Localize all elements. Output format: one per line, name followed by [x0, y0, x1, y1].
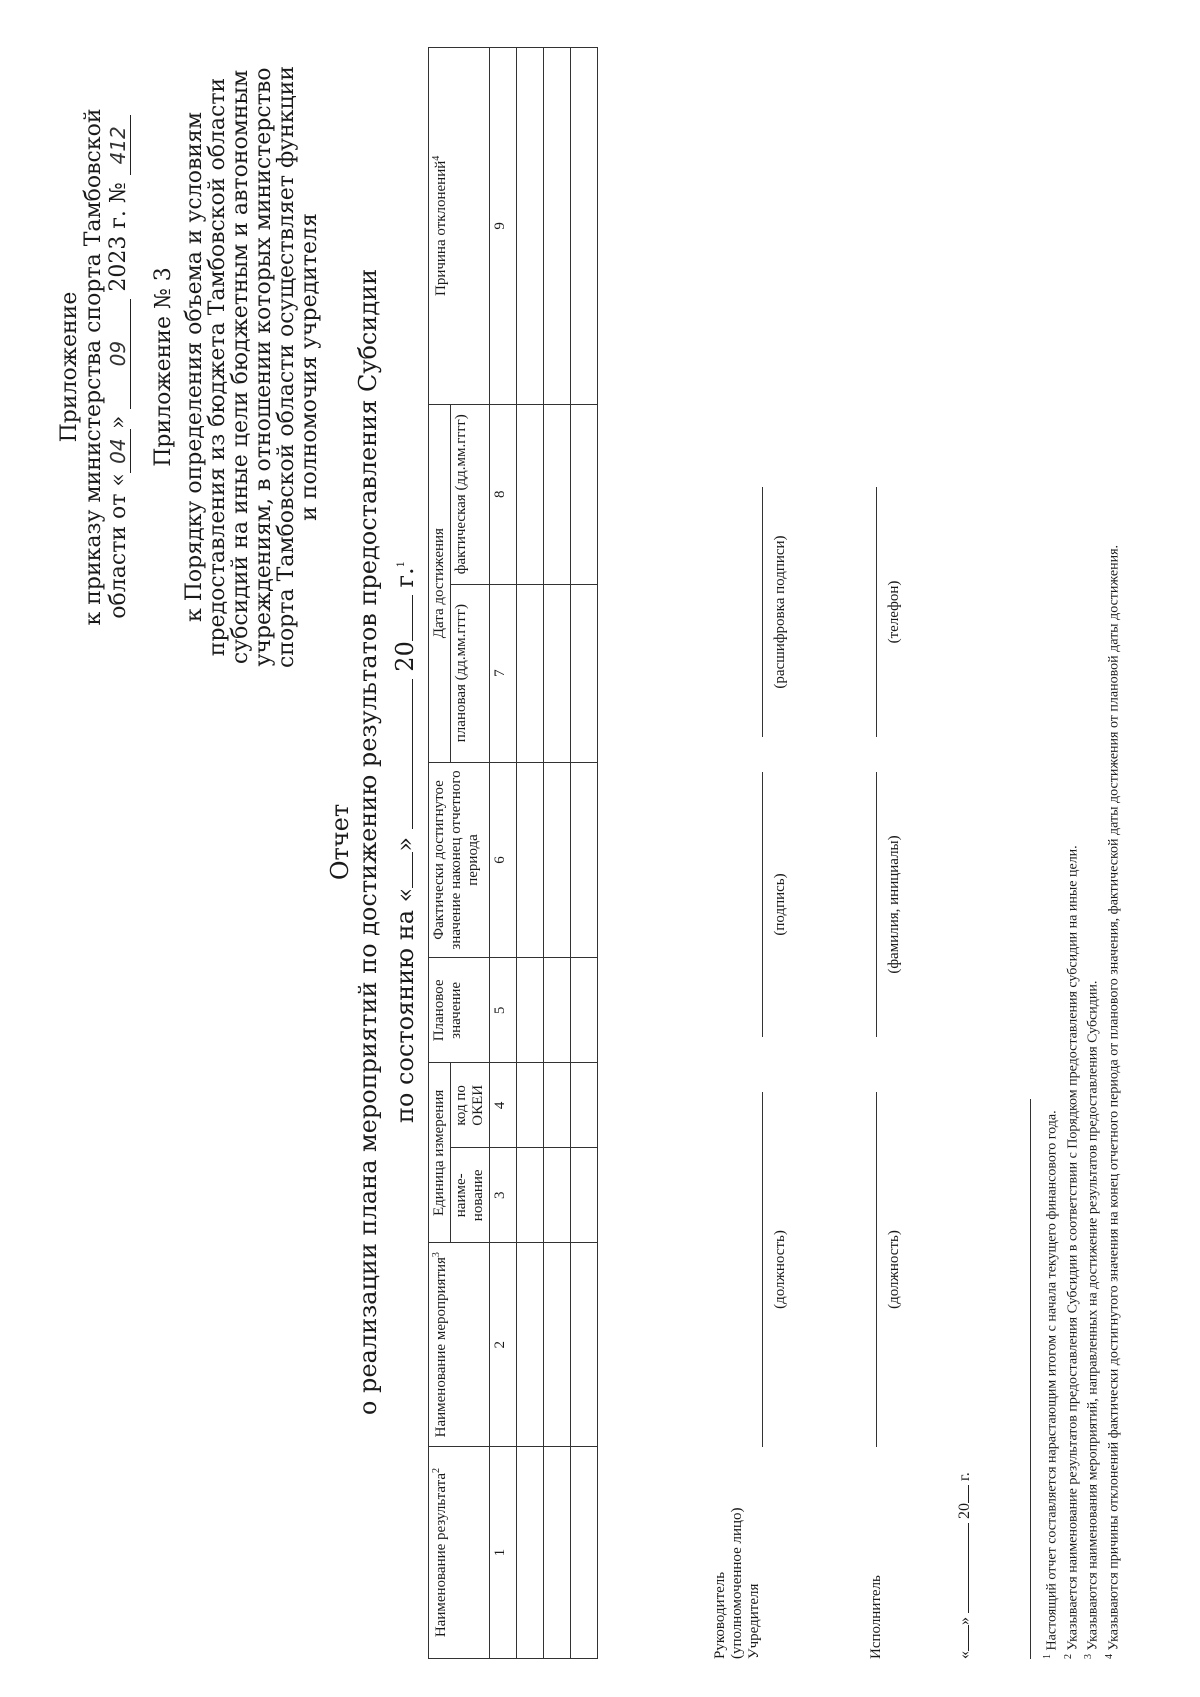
th-reason-label: Причина отклонений — [433, 160, 449, 297]
th-date: Дата достижения — [429, 404, 451, 762]
appendix-line1: Приложение № 3 — [151, 267, 176, 467]
table-cell[interactable] — [571, 1243, 598, 1447]
table-cell[interactable] — [571, 1148, 598, 1243]
col-number: 6 — [490, 762, 517, 958]
footnotes — [1040, 49, 1123, 1659]
signature-date — [956, 1472, 974, 1659]
table-cell[interactable] — [517, 404, 544, 584]
table-cell[interactable] — [571, 1063, 598, 1148]
table-cell[interactable] — [544, 1063, 571, 1148]
th-reason — [429, 48, 490, 405]
report-title — [326, 47, 419, 1637]
report-date-year: 20 — [391, 641, 419, 672]
order-header — [58, 57, 131, 677]
th-fact: Фактически достигнутое значение наконец отчетного периода — [429, 762, 490, 958]
sig-date-year: 20 — [956, 1503, 973, 1519]
head-decode-line[interactable] — [762, 487, 763, 737]
table-row — [571, 48, 598, 1659]
table-cell[interactable] — [544, 1447, 571, 1659]
footnote-separator — [1030, 1099, 1031, 1659]
head-signature-label — [712, 1507, 763, 1659]
footnote-mark: 2 — [1062, 1654, 1074, 1659]
appendix-line3: предоставления из бюджета Тамбовской области — [205, 77, 230, 657]
head-sign-line[interactable] — [762, 772, 763, 1037]
footnote-text: Указываются причины отклонений фактически достигнутого значения на конец отчетного периода от планового значения, фактической даты достижения от плановой даты достижения. — [1106, 544, 1122, 1651]
th-result-label: Наименование результата — [433, 1473, 449, 1638]
report-date-suffix: г. — [391, 567, 419, 588]
sig-date-month[interactable] — [968, 1523, 969, 1613]
executor-name-caption: (фамилия, инициалы) — [886, 835, 902, 974]
header-row-1 — [429, 48, 451, 1659]
appendix-line6: спорта Тамбовской области осуществляет функции — [274, 65, 299, 669]
th-event — [429, 1243, 490, 1447]
table-cell[interactable] — [517, 1447, 544, 1659]
table-cell[interactable] — [571, 48, 598, 405]
order-year: 2023 г. № — [106, 182, 131, 292]
col-number: 1 — [490, 1447, 517, 1659]
appendix-line4: субсидий на иные цели бюджетным и автономным — [228, 69, 253, 665]
report-title-line3 — [388, 47, 419, 1637]
appendix-line2: к Порядку определения объема и условиям — [182, 111, 207, 623]
table-cell[interactable] — [517, 1243, 544, 1447]
order-header-line1: Приложение — [57, 291, 82, 443]
col-number: 8 — [490, 404, 517, 584]
appendix-line7: и полномочия учредителя — [297, 213, 322, 521]
footnote-2 — [1061, 49, 1082, 1659]
executor-position-caption: (должность) — [886, 1230, 902, 1309]
col-number: 9 — [490, 48, 517, 405]
col-number: 2 — [490, 1243, 517, 1447]
appendix-line5: учреждениям, в отношении которых министерство — [251, 67, 276, 667]
table-cell[interactable] — [544, 1148, 571, 1243]
table-cell[interactable] — [571, 584, 598, 762]
table-cell[interactable] — [517, 762, 544, 958]
footnote-ref-3: 3 — [431, 1252, 442, 1258]
head-label-line3: Учредителя — [746, 1583, 762, 1659]
report-date-month — [412, 679, 413, 829]
order-date-prefix: области от « — [106, 473, 131, 619]
head-decode-caption: (расшифровка подписи) — [772, 535, 788, 689]
report-table — [428, 47, 598, 1659]
column-numbers-row — [490, 48, 517, 1659]
table-cell[interactable] — [544, 1243, 571, 1447]
table-cell[interactable] — [517, 1148, 544, 1243]
head-label-line1: Руководитель — [712, 1571, 728, 1659]
order-header-line2: к приказу министерства спорта Тамбовской — [81, 108, 106, 626]
report-date-year-blank — [412, 595, 413, 641]
appendix-header — [152, 57, 321, 677]
footnote-ref-2: 2 — [431, 1468, 442, 1473]
order-date-quote: » — [106, 415, 131, 430]
th-unit: Единица измерения — [429, 1063, 451, 1243]
footnote-1 — [1040, 49, 1061, 1659]
table-cell[interactable] — [544, 584, 571, 762]
executor-label: Исполнитель — [868, 1575, 884, 1659]
col-number: 5 — [490, 958, 517, 1063]
col-number: 4 — [490, 1063, 517, 1148]
order-month: 09 — [106, 299, 131, 409]
footnote-ref-4: 4 — [431, 155, 442, 161]
th-date-plan: плановая (дд.мм.гггг) — [451, 584, 490, 762]
table-cell[interactable] — [517, 584, 544, 762]
table-cell[interactable] — [544, 404, 571, 584]
head-position-line[interactable] — [762, 1092, 763, 1447]
executor-phone-line[interactable] — [876, 487, 877, 737]
footnote-mark: 3 — [1083, 1654, 1095, 1659]
sig-date-day[interactable] — [968, 1625, 969, 1651]
order-day: 04 — [106, 429, 131, 473]
report-date-prefix: по состоянию на « — [391, 887, 419, 1124]
order-number: 412 — [106, 115, 131, 175]
head-sign-caption: (подпись) — [772, 873, 788, 936]
sig-date-year-blank[interactable] — [968, 1485, 969, 1503]
head-label-line2: (уполномоченное лицо) — [729, 1507, 745, 1659]
col-number: 7 — [490, 584, 517, 762]
table-cell[interactable] — [544, 762, 571, 958]
footnote-mark: 4 — [1103, 1654, 1115, 1659]
th-result — [429, 1447, 490, 1659]
table-cell[interactable] — [544, 958, 571, 1063]
executor-phone-caption: (телефон) — [886, 580, 902, 644]
table-cell[interactable] — [571, 1447, 598, 1659]
table-cell[interactable] — [571, 958, 598, 1063]
sig-date-open: « — [956, 1651, 973, 1659]
report-date-day — [412, 852, 413, 888]
col-number: 3 — [490, 1148, 517, 1243]
report-date-quote: » — [391, 836, 419, 852]
th-date-fact: фактическая (дд.мм.гггг) — [451, 404, 490, 584]
th-unit-code: код по ОКЕИ — [451, 1063, 490, 1148]
footnote-text: Указываются наименования мероприятий, направленных на достижение результатов предоставления Субсидии. — [1085, 980, 1101, 1651]
sig-date-quote: » — [956, 1617, 973, 1625]
table-cell[interactable] — [571, 762, 598, 958]
table-row — [544, 48, 571, 1659]
report-title-line1: Отчет — [326, 803, 354, 881]
report-title-line2: о реализации плана мероприятий по достижению результатов предоставления Субсидии — [354, 268, 382, 1416]
order-header-line3 — [106, 57, 131, 677]
table-cell[interactable] — [571, 404, 598, 584]
executor-position-line[interactable] — [876, 1092, 877, 1447]
sig-date-suffix: г. — [956, 1472, 973, 1481]
table-cell[interactable] — [517, 1063, 544, 1148]
table-row — [517, 48, 544, 1659]
footnote-text: Указывается наименование результатов предоставления Субсидии в соответствии с Порядком предоставления субсидии на иные цели. — [1065, 845, 1081, 1651]
table-cell[interactable] — [544, 48, 571, 405]
executor-name-line[interactable] — [876, 772, 877, 1037]
footnote-mark: 1 — [1042, 1654, 1053, 1659]
th-plan: Плановое значение — [429, 958, 490, 1063]
footnote-3 — [1081, 49, 1102, 1659]
footnote-ref-1: 1 — [396, 560, 407, 568]
head-position-caption: (должность) — [772, 1230, 788, 1309]
th-unit-name: наиме-нование — [451, 1148, 490, 1243]
th-event-label: Наименование мероприятия — [433, 1257, 449, 1438]
table-cell[interactable] — [517, 48, 544, 405]
footnote-4 — [1102, 49, 1123, 1659]
footnote-text: Настоящий отчет составляется нарастающим итогом с начала текущего финансового года. — [1044, 1110, 1060, 1651]
table-cell[interactable] — [517, 958, 544, 1063]
